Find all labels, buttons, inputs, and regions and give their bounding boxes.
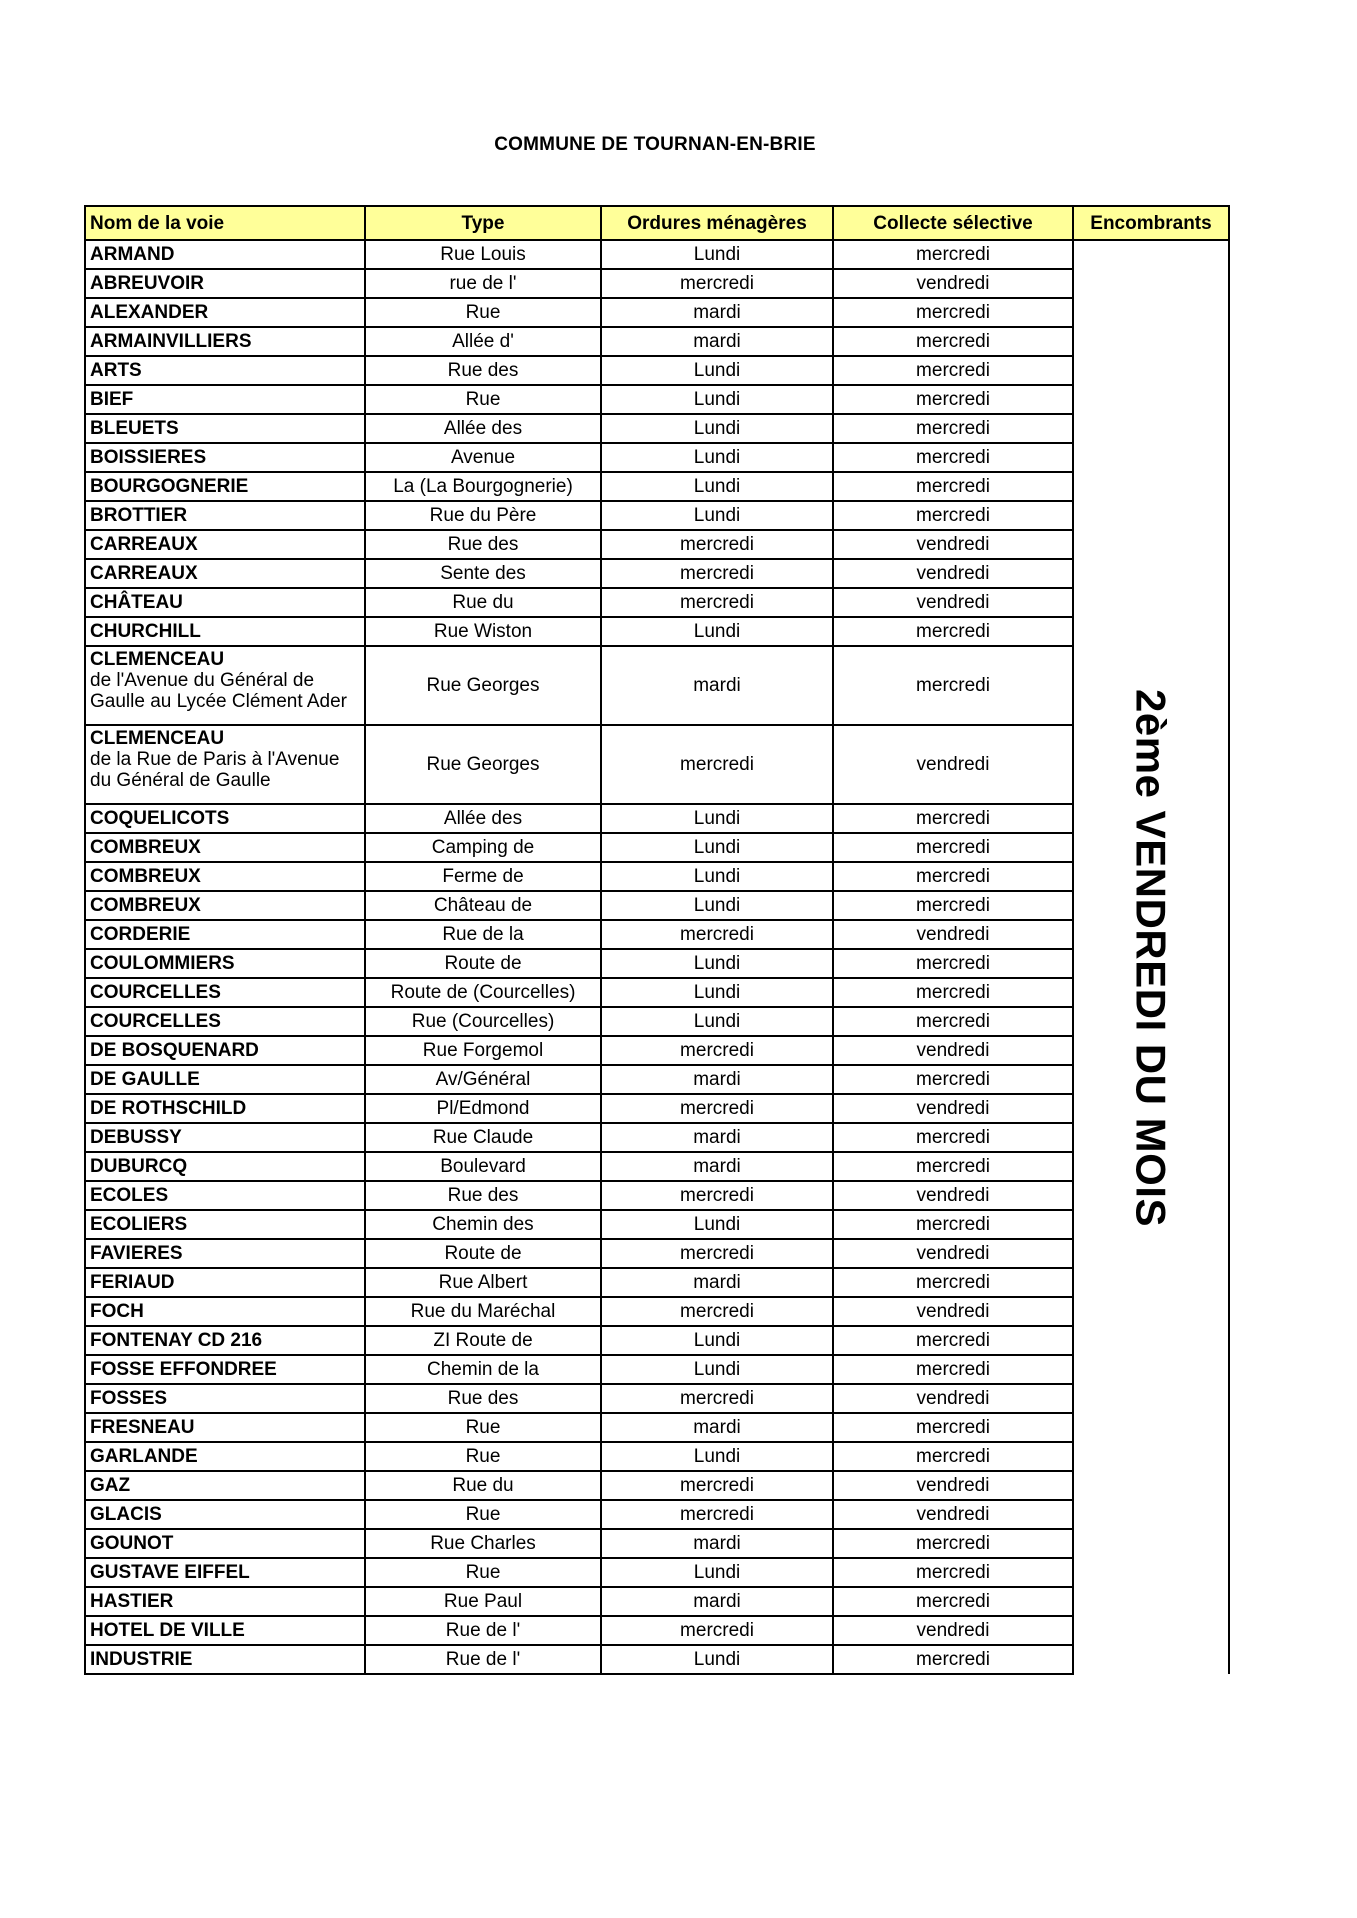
street-name-cell — [85, 1181, 365, 1210]
type-cell: Rue Louis — [365, 240, 601, 269]
selective-collection-day: mercredi — [833, 646, 1073, 725]
household-waste-day: mardi — [601, 1268, 833, 1297]
street-name-cell — [85, 804, 365, 833]
street-name-cell — [85, 1645, 365, 1674]
type-cell: Rue — [365, 298, 601, 327]
street-name: ARMAINVILLIERS — [90, 331, 252, 352]
street-name-cell — [85, 1123, 365, 1152]
table-row — [85, 298, 1229, 327]
household-waste-day: Lundi — [601, 356, 833, 385]
selective-collection-day: vendredi — [833, 588, 1073, 617]
table-row — [85, 443, 1229, 472]
street-name: COURCELLES — [90, 1011, 221, 1032]
street-name: FOSSE EFFONDREE — [90, 1359, 277, 1380]
street-name: INDUSTRIE — [90, 1649, 193, 1670]
table-row — [85, 1297, 1229, 1326]
selective-collection-day: mercredi — [833, 240, 1073, 269]
selective-collection-day: mercredi — [833, 862, 1073, 891]
selective-collection-day: mercredi — [833, 472, 1073, 501]
street-name-cell — [85, 1210, 365, 1239]
household-waste-day: Lundi — [601, 501, 833, 530]
street-name: HOTEL DE VILLE — [90, 1620, 245, 1641]
table-row — [85, 501, 1229, 530]
street-name-cell — [85, 240, 365, 269]
street-name-cell — [85, 949, 365, 978]
table-row — [85, 1355, 1229, 1384]
table-row — [85, 949, 1229, 978]
type-cell: Route de — [365, 1239, 601, 1268]
household-waste-day: Lundi — [601, 1442, 833, 1471]
type-cell: Rue de l' — [365, 1616, 601, 1645]
street-name-cell — [85, 1152, 365, 1181]
street-name: COQUELICOTS — [90, 808, 230, 829]
street-name-cell — [85, 559, 365, 588]
selective-collection-day: mercredi — [833, 1587, 1073, 1616]
household-waste-day: mardi — [601, 327, 833, 356]
selective-collection-day: vendredi — [833, 1094, 1073, 1123]
table-row — [85, 646, 1229, 725]
selective-collection-day: vendredi — [833, 559, 1073, 588]
street-section-note: de l'Avenue du Général de Gaulle au Lycée Clément Ader — [90, 670, 348, 712]
street-name-cell — [85, 1239, 365, 1268]
selective-collection-day: mercredi — [833, 1065, 1073, 1094]
selective-collection-day: vendredi — [833, 1181, 1073, 1210]
selective-collection-day: mercredi — [833, 1355, 1073, 1384]
street-name: COURCELLES — [90, 982, 221, 1003]
type-cell: Rue Charles — [365, 1529, 601, 1558]
household-waste-day: Lundi — [601, 862, 833, 891]
type-cell: Avenue — [365, 443, 601, 472]
household-waste-day: mercredi — [601, 269, 833, 298]
bulky-waste-cell — [1073, 240, 1229, 1674]
selective-collection-day: mercredi — [833, 1210, 1073, 1239]
street-name: ALEXANDER — [90, 302, 209, 323]
selective-collection-day: mercredi — [833, 804, 1073, 833]
header-street-name: Nom de la voie — [85, 206, 365, 240]
selective-collection-day: vendredi — [833, 530, 1073, 559]
type-cell: Rue des — [365, 530, 601, 559]
household-waste-day: Lundi — [601, 414, 833, 443]
household-waste-day: mercredi — [601, 559, 833, 588]
selective-collection-day: vendredi — [833, 920, 1073, 949]
street-name-cell — [85, 1587, 365, 1616]
table-row — [85, 920, 1229, 949]
household-waste-day: mercredi — [601, 1181, 833, 1210]
bulky-waste-schedule: 2ème VENDREDI DU MOIS — [1127, 688, 1175, 1227]
street-name-cell — [85, 1471, 365, 1500]
table-row — [85, 1065, 1229, 1094]
street-name: CARREAUX — [90, 563, 198, 584]
street-name: BROTTIER — [90, 505, 188, 526]
type-cell: Rue — [365, 1558, 601, 1587]
street-name: ECOLIERS — [90, 1214, 188, 1235]
street-name: ARTS — [90, 360, 142, 381]
household-waste-day: Lundi — [601, 617, 833, 646]
street-name: FOCH — [90, 1301, 144, 1322]
page-title: COMMUNE DE TOURNAN-EN-BRIE — [494, 134, 816, 155]
selective-collection-day: mercredi — [833, 1558, 1073, 1587]
household-waste-day: Lundi — [601, 472, 833, 501]
street-name: CORDERIE — [90, 924, 191, 945]
street-name-cell — [85, 1297, 365, 1326]
table-row — [85, 1529, 1229, 1558]
street-name-cell — [85, 1500, 365, 1529]
street-name: CLEMENCEAU — [90, 728, 225, 749]
selective-collection-day: mercredi — [833, 949, 1073, 978]
type-cell: Pl/Edmond — [365, 1094, 601, 1123]
type-cell: Rue (Courcelles) — [365, 1007, 601, 1036]
street-name: GUSTAVE EIFFEL — [90, 1562, 250, 1583]
street-name-cell — [85, 725, 365, 804]
street-name: DE BOSQUENARD — [90, 1040, 259, 1061]
table-row — [85, 1152, 1229, 1181]
table-row — [85, 862, 1229, 891]
household-waste-day: Lundi — [601, 240, 833, 269]
street-name-cell — [85, 1268, 365, 1297]
table-row — [85, 833, 1229, 862]
street-name: DUBURCQ — [90, 1156, 188, 1177]
street-section-note: de la Rue de Paris à l'Avenue du Général de Gaulle — [90, 749, 340, 791]
selective-collection-day: mercredi — [833, 1326, 1073, 1355]
type-cell: Rue des — [365, 1181, 601, 1210]
street-name: CHÂTEAU — [90, 592, 183, 613]
table-row — [85, 1181, 1229, 1210]
street-name-cell — [85, 414, 365, 443]
selective-collection-day: vendredi — [833, 725, 1073, 804]
table-row — [85, 385, 1229, 414]
street-name-cell — [85, 588, 365, 617]
selective-collection-day: vendredi — [833, 1036, 1073, 1065]
table-row — [85, 240, 1229, 269]
street-name-cell — [85, 1065, 365, 1094]
household-waste-day: mardi — [601, 1413, 833, 1442]
table-row — [85, 1123, 1229, 1152]
household-waste-day: mardi — [601, 1529, 833, 1558]
street-name: ARMAND — [90, 244, 175, 265]
table-row — [85, 1326, 1229, 1355]
table-row — [85, 559, 1229, 588]
header-type: Type — [365, 206, 601, 240]
type-cell: Boulevard — [365, 1152, 601, 1181]
street-name: FRESNEAU — [90, 1417, 195, 1438]
street-name: BIEF — [90, 389, 134, 410]
table-row — [85, 1558, 1229, 1587]
table-row — [85, 978, 1229, 1007]
street-name-cell — [85, 327, 365, 356]
table-row — [85, 1384, 1229, 1413]
street-name: COMBREUX — [90, 866, 201, 887]
household-waste-day: mercredi — [601, 1616, 833, 1645]
selective-collection-day: vendredi — [833, 1384, 1073, 1413]
type-cell: Ferme de — [365, 862, 601, 891]
table-row — [85, 472, 1229, 501]
type-cell: Rue — [365, 1413, 601, 1442]
selective-collection-day: mercredi — [833, 385, 1073, 414]
type-cell: Route de — [365, 949, 601, 978]
household-waste-day: mercredi — [601, 1471, 833, 1500]
street-name-cell — [85, 862, 365, 891]
table-row — [85, 1442, 1229, 1471]
type-cell: Rue du — [365, 1471, 601, 1500]
table-row — [85, 725, 1229, 804]
type-cell: Camping de — [365, 833, 601, 862]
street-name-cell — [85, 617, 365, 646]
type-cell: Chemin de la — [365, 1355, 601, 1384]
table-row — [85, 891, 1229, 920]
household-waste-day: mercredi — [601, 1036, 833, 1065]
table-row — [85, 1413, 1229, 1442]
household-waste-day: Lundi — [601, 443, 833, 472]
type-cell: rue de l' — [365, 269, 601, 298]
type-cell: Rue Albert — [365, 1268, 601, 1297]
table-row — [85, 804, 1229, 833]
street-name: BOISSIERES — [90, 447, 207, 468]
household-waste-day: Lundi — [601, 891, 833, 920]
type-cell: Rue du Maréchal — [365, 1297, 601, 1326]
selective-collection-day: mercredi — [833, 891, 1073, 920]
street-name: CLEMENCEAU — [90, 649, 225, 670]
type-cell: Rue Forgemol — [365, 1036, 601, 1065]
table-row — [85, 1471, 1229, 1500]
table-row — [85, 1210, 1229, 1239]
selective-collection-day: mercredi — [833, 1529, 1073, 1558]
selective-collection-day: mercredi — [833, 356, 1073, 385]
type-cell: Rue de l' — [365, 1645, 601, 1674]
street-name: DEBUSSY — [90, 1127, 182, 1148]
street-name-cell — [85, 1007, 365, 1036]
street-name: FAVIERES — [90, 1243, 183, 1264]
table-row — [85, 1616, 1229, 1645]
table-body — [85, 240, 1229, 1674]
type-cell: Rue Paul — [365, 1587, 601, 1616]
type-cell: Av/Général — [365, 1065, 601, 1094]
selective-collection-day: mercredi — [833, 833, 1073, 862]
street-name-cell — [85, 530, 365, 559]
collection-table — [84, 205, 1230, 1675]
table-row — [85, 327, 1229, 356]
type-cell: Rue des — [365, 356, 601, 385]
street-name-cell — [85, 1326, 365, 1355]
household-waste-day: Lundi — [601, 1558, 833, 1587]
household-waste-day: mardi — [601, 298, 833, 327]
header-row — [85, 206, 1229, 240]
selective-collection-day: mercredi — [833, 1645, 1073, 1674]
table-row — [85, 1239, 1229, 1268]
type-cell: Rue — [365, 385, 601, 414]
selective-collection-day: mercredi — [833, 501, 1073, 530]
street-name: BLEUETS — [90, 418, 179, 439]
table-row — [85, 617, 1229, 646]
selective-collection-day: mercredi — [833, 327, 1073, 356]
type-cell: La (La Bourgognerie) — [365, 472, 601, 501]
street-name-cell — [85, 1094, 365, 1123]
selective-collection-day: mercredi — [833, 414, 1073, 443]
selective-collection-day: vendredi — [833, 1297, 1073, 1326]
street-name-cell — [85, 1036, 365, 1065]
header-household-waste: Ordures ménagères — [601, 206, 833, 240]
type-cell: Rue du Père — [365, 501, 601, 530]
street-name-cell — [85, 1529, 365, 1558]
table-row — [85, 1500, 1229, 1529]
type-cell: Allée d' — [365, 327, 601, 356]
household-waste-day: Lundi — [601, 1355, 833, 1384]
household-waste-day: mercredi — [601, 1239, 833, 1268]
type-cell: Sente des — [365, 559, 601, 588]
household-waste-day: mardi — [601, 646, 833, 725]
street-name: FOSSES — [90, 1388, 168, 1409]
table-row — [85, 1268, 1229, 1297]
household-waste-day: Lundi — [601, 949, 833, 978]
header-selective-collection: Collecte sélective — [833, 206, 1073, 240]
street-name: GARLANDE — [90, 1446, 198, 1467]
selective-collection-day: mercredi — [833, 1442, 1073, 1471]
household-waste-day: Lundi — [601, 1210, 833, 1239]
street-name-cell — [85, 646, 365, 725]
street-name: GAZ — [90, 1475, 131, 1496]
table-row — [85, 530, 1229, 559]
table-row — [85, 1094, 1229, 1123]
street-name: ABREUVOIR — [90, 273, 205, 294]
type-cell: ZI Route de — [365, 1326, 601, 1355]
selective-collection-day: mercredi — [833, 443, 1073, 472]
type-cell: Rue du — [365, 588, 601, 617]
street-name-cell — [85, 501, 365, 530]
household-waste-day: mardi — [601, 1065, 833, 1094]
household-waste-day: mardi — [601, 1123, 833, 1152]
type-cell: Château de — [365, 891, 601, 920]
street-name: GOUNOT — [90, 1533, 174, 1554]
household-waste-day: mercredi — [601, 530, 833, 559]
type-cell: Route de (Courcelles) — [365, 978, 601, 1007]
household-waste-day: mercredi — [601, 1094, 833, 1123]
type-cell: Rue — [365, 1442, 601, 1471]
household-waste-day: Lundi — [601, 1007, 833, 1036]
selective-collection-day: mercredi — [833, 1007, 1073, 1036]
household-waste-day: mardi — [601, 1587, 833, 1616]
street-name-cell — [85, 269, 365, 298]
household-waste-day: mercredi — [601, 1297, 833, 1326]
selective-collection-day: mercredi — [833, 1152, 1073, 1181]
household-waste-day: mercredi — [601, 588, 833, 617]
street-name-cell — [85, 1384, 365, 1413]
street-name-cell — [85, 1442, 365, 1471]
selective-collection-day: vendredi — [833, 269, 1073, 298]
selective-collection-day: mercredi — [833, 1268, 1073, 1297]
street-name: COULOMMIERS — [90, 953, 235, 974]
selective-collection-day: mercredi — [833, 978, 1073, 1007]
type-cell: Rue Wiston — [365, 617, 601, 646]
street-name-cell — [85, 472, 365, 501]
street-name: CHURCHILL — [90, 621, 201, 642]
street-name-cell — [85, 833, 365, 862]
street-name-cell — [85, 443, 365, 472]
selective-collection-day: mercredi — [833, 1123, 1073, 1152]
selective-collection-day: vendredi — [833, 1500, 1073, 1529]
household-waste-day: Lundi — [601, 804, 833, 833]
table-row — [85, 414, 1229, 443]
household-waste-day: mercredi — [601, 1500, 833, 1529]
street-name-cell — [85, 298, 365, 327]
household-waste-day: Lundi — [601, 1645, 833, 1674]
type-cell: Allée des — [365, 414, 601, 443]
household-waste-day: mercredi — [601, 725, 833, 804]
street-name: ECOLES — [90, 1185, 169, 1206]
street-name: DE GAULLE — [90, 1069, 200, 1090]
street-name-cell — [85, 1413, 365, 1442]
household-waste-day: mardi — [601, 1152, 833, 1181]
household-waste-day: mercredi — [601, 920, 833, 949]
street-name: HASTIER — [90, 1591, 174, 1612]
street-name: DE ROTHSCHILD — [90, 1098, 247, 1119]
table-row — [85, 356, 1229, 385]
type-cell: Rue Claude — [365, 1123, 601, 1152]
household-waste-day: Lundi — [601, 385, 833, 414]
selective-collection-day: vendredi — [833, 1616, 1073, 1645]
table-row — [85, 269, 1229, 298]
street-name: COMBREUX — [90, 837, 201, 858]
table-row — [85, 1645, 1229, 1674]
type-cell: Chemin des — [365, 1210, 601, 1239]
street-name-cell — [85, 1355, 365, 1384]
type-cell: Rue Georges — [365, 646, 601, 725]
selective-collection-day: vendredi — [833, 1239, 1073, 1268]
household-waste-day: Lundi — [601, 1326, 833, 1355]
street-name: CARREAUX — [90, 534, 198, 555]
street-name-cell — [85, 385, 365, 414]
street-name-cell — [85, 920, 365, 949]
selective-collection-day: mercredi — [833, 617, 1073, 646]
selective-collection-day: vendredi — [833, 1471, 1073, 1500]
street-name-cell — [85, 978, 365, 1007]
street-name: COMBREUX — [90, 895, 201, 916]
table-row — [85, 1036, 1229, 1065]
household-waste-day: Lundi — [601, 833, 833, 862]
street-name: FERIAUD — [90, 1272, 175, 1293]
selective-collection-day: mercredi — [833, 298, 1073, 327]
street-name-cell — [85, 891, 365, 920]
household-waste-day: mercredi — [601, 1384, 833, 1413]
header-bulky-waste: Encombrants — [1073, 206, 1229, 240]
type-cell: Allée des — [365, 804, 601, 833]
street-name: BOURGOGNERIE — [90, 476, 249, 497]
type-cell: Rue de la — [365, 920, 601, 949]
table-row — [85, 588, 1229, 617]
street-name: GLACIS — [90, 1504, 162, 1525]
household-waste-day: Lundi — [601, 978, 833, 1007]
table-row — [85, 1007, 1229, 1036]
type-cell: Rue Georges — [365, 725, 601, 804]
type-cell: Rue des — [365, 1384, 601, 1413]
street-name-cell — [85, 1558, 365, 1587]
street-name-cell — [85, 1616, 365, 1645]
street-name: FONTENAY CD 216 — [90, 1330, 263, 1351]
type-cell: Rue — [365, 1500, 601, 1529]
table-row — [85, 1587, 1229, 1616]
street-name-cell — [85, 356, 365, 385]
selective-collection-day: mercredi — [833, 1413, 1073, 1442]
